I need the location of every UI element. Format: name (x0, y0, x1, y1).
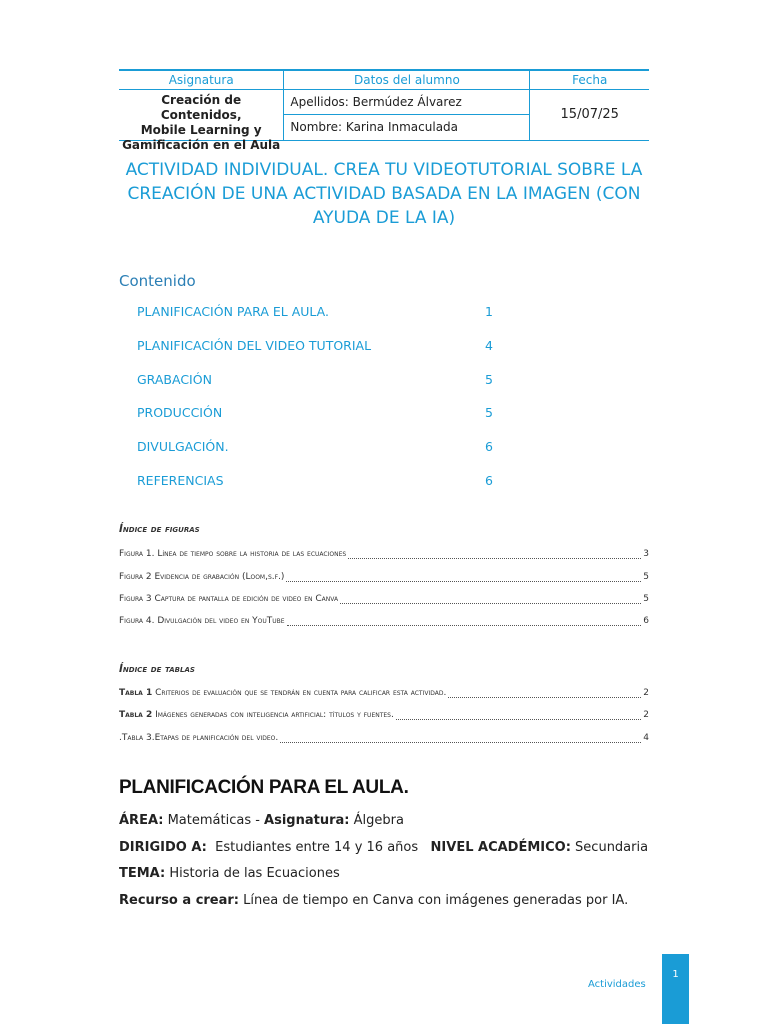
figure-index-page[interactable]: 5 (643, 594, 649, 604)
subject-line: Gamificación en el Aula (122, 138, 281, 152)
toc-heading: Contenido (119, 272, 196, 290)
section-heading: PLANIFICACIÓN PARA EL AULA. (119, 777, 409, 798)
toc-entry[interactable] (137, 338, 497, 353)
leader-dots (286, 572, 641, 582)
figure-index-page[interactable]: 5 (643, 572, 649, 582)
title-line: ACTIVIDAD INDIVIDUAL. CREA TU VIDEOTUTORIAL SOBRE LA (125, 160, 643, 180)
recurso-line (119, 893, 628, 908)
toc-entry-label[interactable]: REFERENCIAS (137, 473, 224, 488)
toc-entry-page[interactable]: 5 (485, 372, 493, 387)
page-number-tab (662, 954, 689, 1024)
table-index-caption[interactable]: Imágenes generadas con inteligencia artificial: títulos y fuentes. (152, 710, 394, 720)
asignatura-value: Álgebra (349, 813, 404, 828)
area-line (119, 813, 404, 828)
table-index-label[interactable]: Tabla 1 (119, 688, 153, 698)
col-student-header: Datos del alumno (283, 71, 529, 89)
table-index-page[interactable]: 4 (643, 733, 649, 743)
tables-index-heading: Índice de tablas (119, 663, 195, 675)
table-index-text[interactable] (119, 733, 278, 743)
title-line: AYUDA DE LA IA) (312, 208, 456, 228)
page-number: 1 (672, 969, 679, 980)
table-index-label[interactable]: Tabla 2 (119, 710, 153, 720)
table-index-text[interactable] (119, 710, 394, 720)
figure-index-text[interactable]: Figura 2 Evidencia de grabación (Loom,s.f.) (119, 572, 285, 582)
table-index-page[interactable]: 2 (643, 710, 649, 720)
toc-entry[interactable] (137, 372, 497, 387)
header-table-body-row (119, 90, 649, 152)
figure-index-page[interactable]: 6 (643, 616, 649, 626)
leader-dots (280, 733, 641, 743)
student-surname: Apellidos: Bermúdez Álvarez (284, 90, 529, 115)
figure-index-page[interactable]: 3 (643, 549, 649, 559)
recurso-value: Línea de tiempo en Canva con imágenes generadas por IA. (239, 893, 629, 908)
date-cell: 15/07/25 (529, 90, 649, 140)
table-index-entry[interactable] (119, 708, 649, 720)
figure-index-entry[interactable] (119, 570, 649, 582)
toc-entry-page[interactable]: 6 (485, 473, 493, 488)
tema-value: Historia de las Ecuaciones (165, 866, 340, 881)
subject-cell (119, 90, 283, 152)
toc-entry-page[interactable]: 1 (485, 304, 493, 319)
area-value: Matemáticas - (163, 813, 265, 828)
table-index-caption[interactable]: .Tabla 3.Etapas de planificación del video. (119, 733, 279, 743)
recurso-label: Recurso a crear: (119, 893, 240, 908)
nivel-label: NIVEL ACADÉMICO: (430, 840, 571, 855)
dirigido-line (119, 840, 648, 855)
toc-entry-label[interactable]: GRABACIÓN (137, 372, 212, 387)
leader-dots (348, 549, 641, 559)
leader-dots (287, 616, 642, 626)
figure-index-entry[interactable] (119, 614, 649, 626)
figure-index-text[interactable]: Figura 4. Divulgación del video en YouTube (119, 616, 285, 626)
nivel-value: Secundaria (570, 840, 649, 855)
tema-label: TEMA: (119, 866, 166, 881)
figure-index-entry[interactable] (119, 547, 649, 559)
col-date-header: Fecha (529, 71, 649, 89)
toc-entry[interactable] (137, 473, 497, 488)
figure-index-entry[interactable] (119, 592, 649, 604)
toc-entry-label[interactable]: PLANIFICACIÓN PARA EL AULA. (137, 304, 329, 319)
dirigido-label: DIRIGIDO A: (119, 840, 207, 855)
subject-line: Creación de Contenidos, (160, 93, 242, 122)
toc-entry-page[interactable]: 5 (485, 405, 493, 420)
toc-entry-label[interactable]: DIVULGACIÓN. (137, 439, 229, 454)
asignatura-label: Asignatura: (264, 813, 350, 828)
area-label: ÁREA: (119, 813, 164, 828)
table-index-entry[interactable] (119, 686, 649, 698)
toc-entry[interactable] (137, 304, 497, 319)
table-index-text[interactable] (119, 688, 446, 698)
footer-label: Actividades (588, 979, 646, 990)
title-line: CREACIÓN DE UNA ACTIVIDAD BASADA EN LA IMAGEN (CON (127, 184, 641, 204)
dirigido-value: Estudiantes entre 14 y 16 años (206, 840, 431, 855)
leader-dots (340, 594, 641, 604)
header-table-head-row (119, 71, 649, 90)
figure-index-text[interactable]: Figura 1. Línea de tiempo sobre la historia de las ecuaciones (119, 549, 347, 559)
student-name: Nombre: Karina Inmaculada (290, 120, 459, 134)
figures-index-heading: Índice de figuras (119, 523, 200, 535)
figure-index-text[interactable]: Figura 3 Captura de pantalla de edición de video en Canva (119, 594, 339, 604)
table-index-caption[interactable]: Criterios de evaluación que se tendrán en cuenta para calificar esta actividad. (152, 688, 447, 698)
table-index-page[interactable]: 2 (643, 688, 649, 698)
leader-dots (448, 688, 641, 698)
document-title (110, 158, 658, 230)
toc-entry-page[interactable]: 6 (485, 439, 493, 454)
toc-entry[interactable] (137, 405, 497, 420)
toc-entry-page[interactable]: 4 (485, 338, 493, 353)
col-subject-header: Asignatura (168, 73, 234, 87)
header-table (119, 69, 649, 152)
table-index-entry[interactable] (119, 731, 649, 743)
toc-entry-label[interactable]: PRODUCCIÓN (137, 405, 223, 420)
tema-line (119, 866, 340, 881)
student-cell (283, 90, 529, 140)
toc-entry-label[interactable]: PLANIFICACIÓN DEL VIDEO TUTORIAL (137, 338, 372, 353)
toc-entry[interactable] (137, 439, 497, 454)
leader-dots (396, 710, 641, 720)
subject-line: Mobile Learning y (140, 123, 262, 137)
